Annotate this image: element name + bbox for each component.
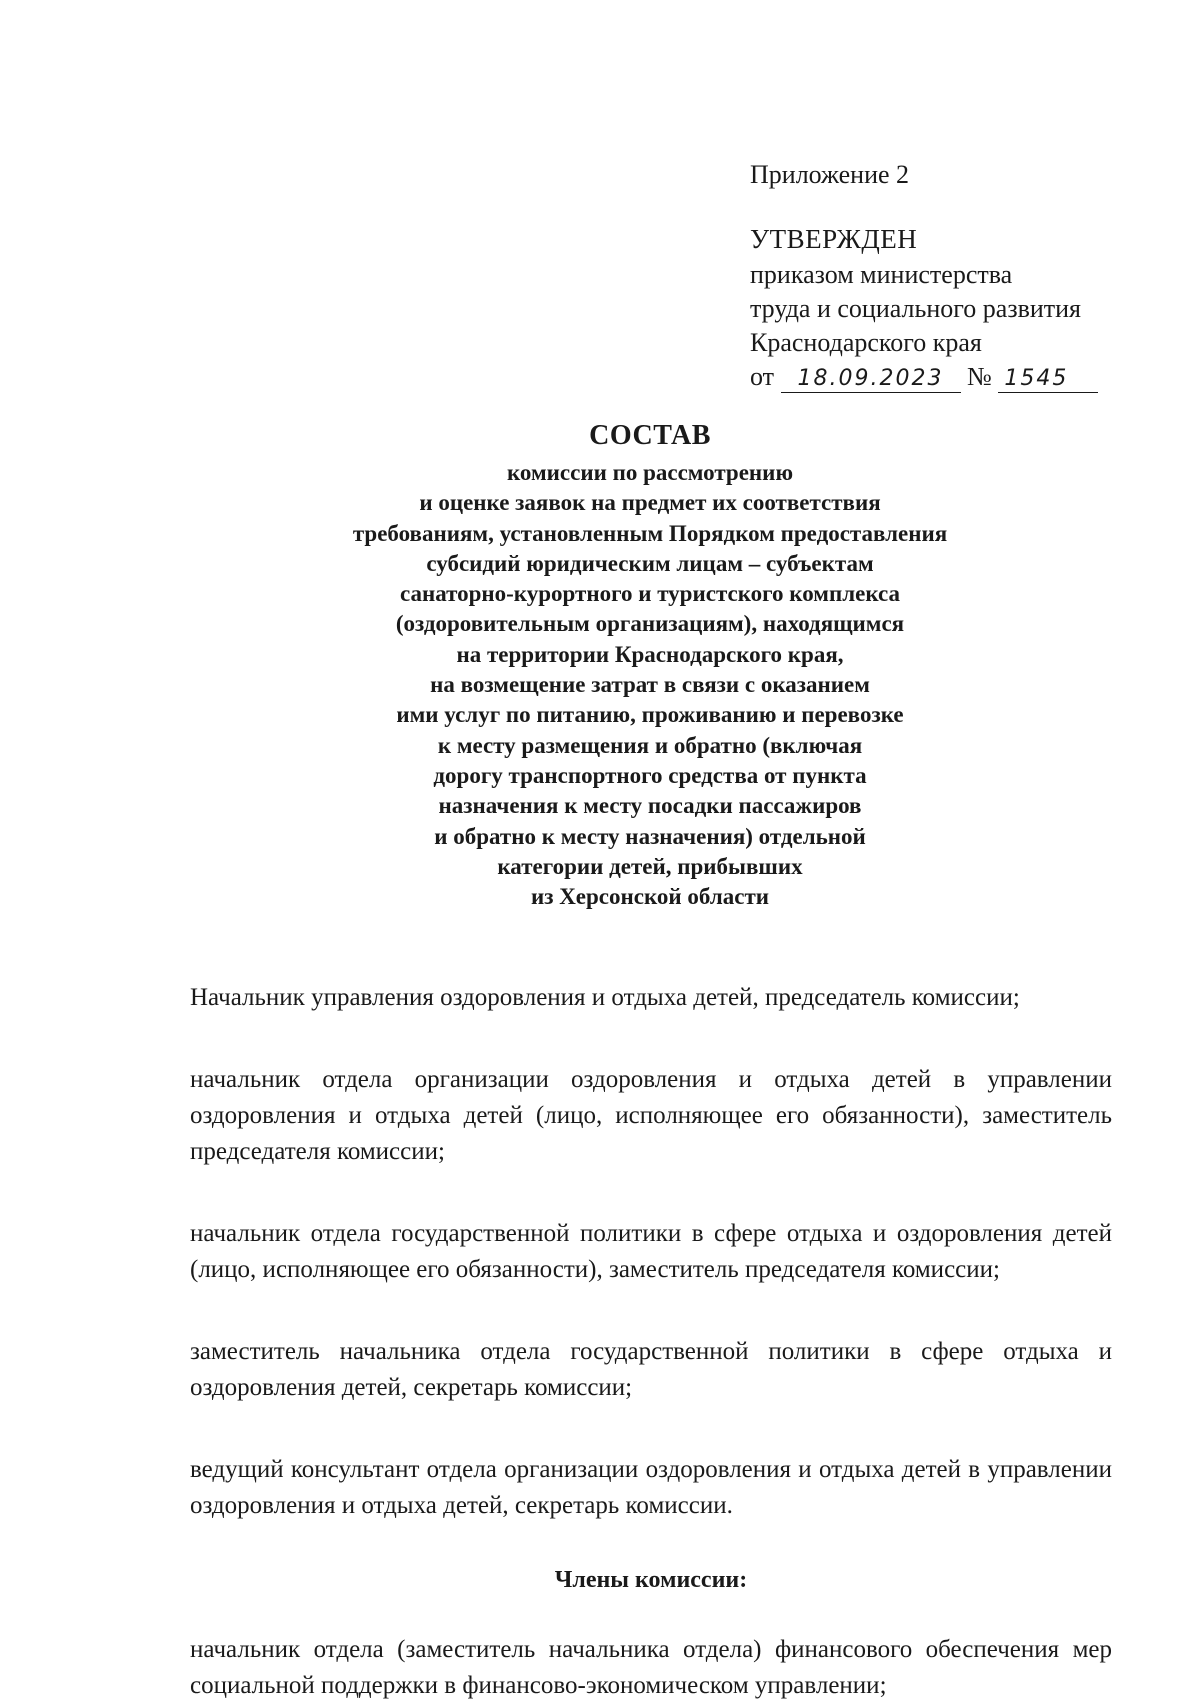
title-line: требованиям, установленным Порядком предоставления xyxy=(352,520,948,546)
title-line: и оценке заявок на предмет их соответствия xyxy=(419,490,881,516)
deputy-chairman-paragraph-2: начальник отдела государственной политики в сфере отдыха и оздоровления детей (лицо, исполняющее его обязанности), заместитель председателя комиссии; xyxy=(190,1220,1112,1283)
title-line: субсидий юридическим лицам – субъектам xyxy=(426,550,874,576)
title-line: комиссии по рассмотрению xyxy=(506,460,794,485)
title-line: категории детей, прибывших xyxy=(497,853,803,879)
from-label: от xyxy=(750,362,775,391)
approval-line-3: Краснодарского края xyxy=(750,328,982,357)
title-line: и обратно к месту назначения) отдельной xyxy=(434,823,866,849)
approval-stamp xyxy=(750,222,1098,394)
approved-heading: УТВЕРЖДЕН xyxy=(750,224,918,254)
handwritten-number: 1545 xyxy=(998,366,1098,393)
deputy-chairman-paragraph-1: начальник отдела организации оздоровления и отдыха детей в управлении оздоровления и отдыха детей (лицо, исполняющее его обязанности), заместитель председателя комиссии; xyxy=(190,1066,1112,1165)
handwritten-date: 18.09.2023 xyxy=(781,366,961,393)
chairman-paragraph: Начальник управления оздоровления и отдыха детей, председатель комиссии; xyxy=(190,984,1020,1011)
secretary-paragraph-2: ведущий консультант отдела организации оздоровления и отдыха детей в управлении оздоровления и отдыха детей, секретарь комиссии. xyxy=(190,1456,1112,1519)
title-line: (оздоровительным организациям), находящимся xyxy=(395,611,905,637)
title-line: на возмещение затрат в связи с оказанием xyxy=(430,672,870,698)
appendix-label: Приложение 2 xyxy=(750,160,910,189)
secretary-paragraph-1: заместитель начальника отдела государственной политики в сфере отдыха и оздоровления детей, секретарь комиссии; xyxy=(190,1338,1112,1401)
number-label: № xyxy=(967,362,992,391)
title-line: из Херсонской области xyxy=(530,884,770,910)
member-paragraph: начальник отдела (заместитель начальника отдела) финансового обеспечения мер социальной поддержки в финансово-экономическом управлении; xyxy=(190,1636,1112,1699)
title-line: к месту размещения и обратно (включая xyxy=(437,732,863,758)
title-line: на территории Краснодарского края, xyxy=(456,641,844,667)
document-title xyxy=(260,418,1040,912)
title-line: ими услуг по питанию, проживанию и перевозке xyxy=(396,702,904,728)
title-line: назначения к месту посадки пассажиров xyxy=(438,793,862,819)
title-line: дорогу транспортного средства от пункта xyxy=(433,762,867,788)
title-heading: СОСТАВ xyxy=(589,420,711,451)
approval-date-line xyxy=(750,360,1098,394)
approval-line-1: приказом министерства xyxy=(750,260,1013,289)
approval-line-2: труда и социального развития xyxy=(750,294,1082,323)
document-body xyxy=(190,980,1112,1704)
members-heading: Члены комиссии: xyxy=(554,1567,748,1593)
title-line: санаторно-курортного и туристского комплекса xyxy=(399,581,901,607)
